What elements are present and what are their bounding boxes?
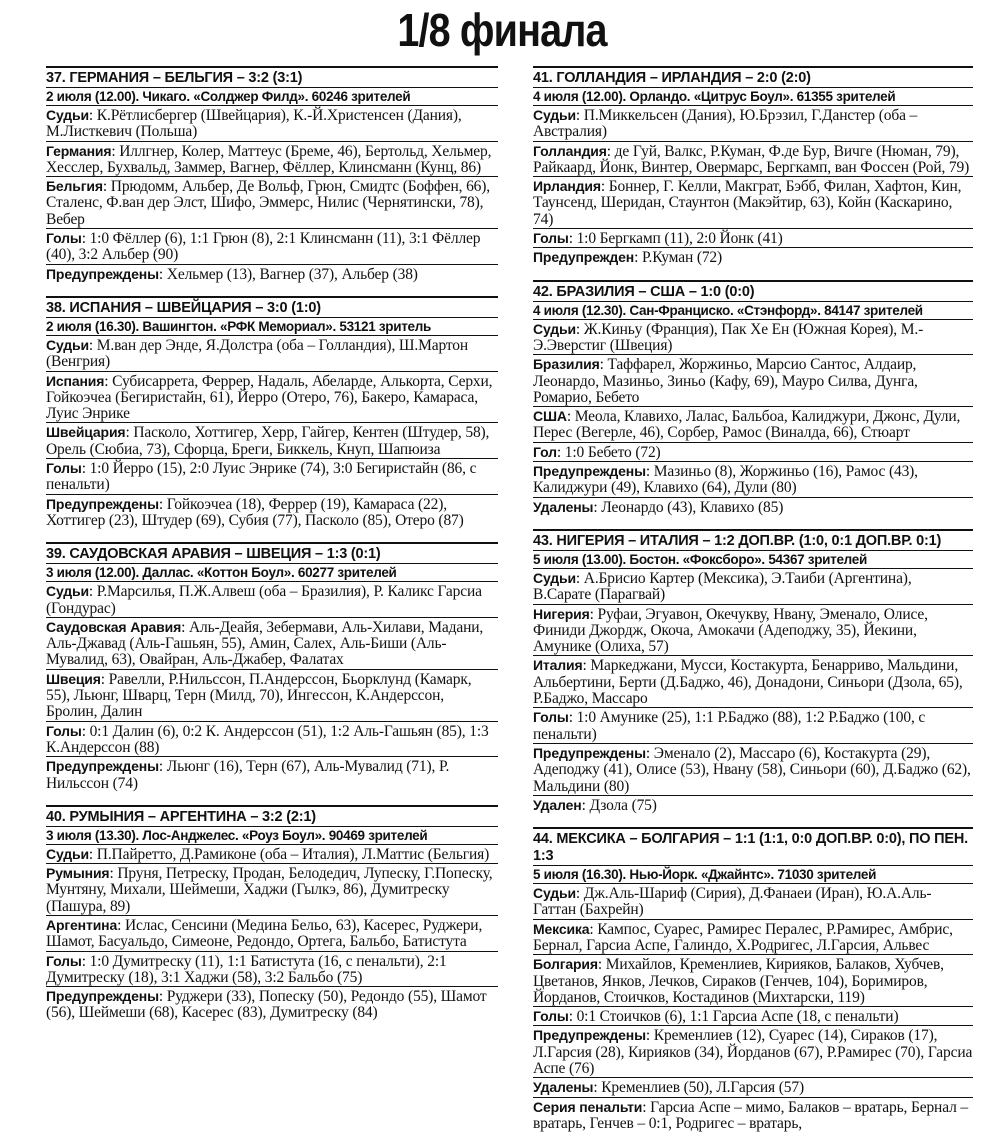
match-detail-row	[533, 1078, 973, 1097]
match-block	[46, 296, 498, 529]
row-label: Швейцария	[46, 424, 126, 441]
match-info: 5 июля (13.00). Бостон. «Фоксборо». 54367 зрителей	[533, 551, 973, 569]
match-header: 37. ГЕРМАНИЯ – БЕЛЬГИЯ – 3:2 (3:1)	[46, 66, 498, 88]
row-text: : Хельмер (13), Вагнер (37), Альбер (38)	[158, 265, 418, 283]
row-label: Предупреждены	[46, 758, 159, 775]
row-label: Удален	[533, 796, 582, 813]
match-detail-row	[46, 845, 498, 864]
row-label: Удалены	[533, 498, 594, 515]
match-detail-row	[46, 177, 498, 229]
match-detail-row	[46, 864, 498, 916]
row-label: Гол	[533, 443, 557, 460]
match-detail-row	[533, 498, 973, 516]
match-info: 2 июля (12.00). Чикаго. «Солджер Филд». 60246 зрителей	[46, 88, 498, 106]
row-label: Румыния	[46, 865, 110, 882]
row-label: Предупреждены	[533, 463, 646, 480]
match-detail-row	[46, 495, 498, 530]
row-label: Предупреждены	[533, 1027, 646, 1044]
match-block	[46, 66, 498, 283]
row-text: : Субисаррета, Феррер, Надаль, Абеларде, Алькорта, Серхи, Гойкоэчеа (Бегиристайн, 61), Йерро (Отеро, 76), Бакеро, Камараса, Луис Энрике	[46, 372, 493, 423]
row-text: : Меола, Клавихо, Лалас, Бальбоа, Калиджури, Джонс, Дули, Перес (Вегерле, 46), Сорбер, Рамос (Виналда, 66), Стюарт	[533, 408, 961, 442]
row-text: : Дж.Аль-Шариф (Сирия), Д.Фанаеи (Иран), Ю.А.Аль-Гаттан (Бахрейн)	[533, 885, 932, 919]
match-detail-row	[46, 618, 498, 670]
row-text: : 1:0 Думитреску (11), 1:1 Батистута (16, с пенальти), 2:1 Думитреску (18), 3:1 Хаджи (58), 3:2 Бальбо (75)	[46, 952, 447, 986]
row-text: : Льюнг (16), Терн (67), Аль-Мувалид (71), Р. Нильссон (74)	[46, 758, 450, 792]
match-detail-row	[533, 177, 973, 229]
match-detail-row	[46, 670, 498, 722]
match-detail-row	[533, 407, 973, 443]
row-text: : 1:0 Фёллер (6), 1:1 Грюн (8), 2:1 Клинсманн (11), 3:1 Фёллер (40), 3:2 Альбер (90)	[46, 230, 481, 264]
row-text: : 1:0 Йерро (15), 2:0 Луис Энрике (74), 3:0 Бегиристайн (86, с пенальти)	[46, 460, 477, 494]
match-detail-row	[533, 462, 973, 498]
match-detail-row	[46, 952, 498, 988]
row-label: Предупреждены	[533, 744, 646, 761]
match-header: 42. БРАЗИЛИЯ – США – 1:0 (0:0)	[533, 280, 973, 302]
row-label: Бразилия	[533, 356, 600, 373]
row-label: Нигерия	[533, 605, 590, 622]
match-detail-row	[533, 708, 973, 744]
row-label: Голы	[46, 230, 82, 247]
row-text: : Кременлиев (50), Л.Гарсия (57)	[593, 1079, 804, 1097]
row-text: : Ж.Киньу (Франция), Пак Хе Ен (Южная Корея), М.-Э.Эверстиг (Швеция)	[533, 320, 924, 354]
match-header: 43. НИГЕРИЯ – ИТАЛИЯ – 1:2 ДОП.ВР. (1:0, 0:1 ДОП.ВР. 0:1)	[533, 529, 973, 551]
row-text: : Кампос, Суарес, Рамирес Пералес, Р.Рамирес, Амбрис, Бернал, Гарсиа Аспе, Галиндо, Х.Родригес, Л.Гарсия, Альвес	[533, 920, 953, 954]
match-header: 39. САУДОВСКАЯ АРАВИЯ – ШВЕЦИЯ – 1:3 (0:1)	[46, 542, 498, 564]
row-text: : Руфаи, Эгуавон, Окечукву, Нвану, Эменало, Олисе, Финиди Джордж, Окоча, Амокачи (Адеподжу, 35), Йекини, Амунике (Олиха, 57)	[533, 605, 928, 656]
row-text: : Пасколо, Хоттигер, Херр, Гайгер, Кентен (Штудер, 58), Орель (Сюбиа, 73), Сфорца, Бреги, Биккель, Кнуп, Шапюиза	[46, 424, 490, 458]
match-header: 40. РУМЫНИЯ – АРГЕНТИНА – 3:2 (2:1)	[46, 805, 498, 827]
row-text: : Прюдомм, Альбер, Де Вольф, Грюн, Смидтс (Боффен, 66), Сталенс, Ф.ван дер Элст, Шифо, Эммерс, Нилис (Чернятински, 78), Вебер	[46, 178, 491, 228]
row-label: Судьи	[533, 320, 576, 337]
page-title: 1/8 финала	[397, 4, 607, 56]
row-label: Судьи	[46, 583, 89, 600]
row-label: Судьи	[46, 107, 89, 123]
match-detail-row	[46, 336, 498, 372]
match-info: 5 июля (16.30). Нью-Йорк. «Джайнтс». 71030 зрителей	[533, 866, 973, 884]
match-block	[533, 66, 973, 267]
match-detail-row	[533, 920, 973, 956]
match-detail-row	[46, 987, 498, 1022]
match-detail-row	[533, 142, 973, 178]
match-block	[533, 529, 973, 814]
match-block	[533, 827, 973, 1132]
column-right	[533, 66, 973, 1145]
row-text: : П.Пайретто, Д.Рамиконе (оба – Италия), Л.Маттис (Бельгия)	[88, 845, 490, 863]
row-text: : Гойкоэчеа (18), Феррер (19), Камараса (22), Хоттигер (23), Штудер (69), Субия (77), Пасколо (85), Отеро (87)	[46, 495, 464, 529]
row-text: : 1:0 Бергкамп (11), 2:0 Йонк (41)	[568, 230, 783, 248]
match-detail-row	[533, 656, 973, 708]
match-detail-row	[533, 106, 973, 142]
match-detail-row	[46, 142, 498, 178]
match-detail-row	[533, 884, 973, 920]
row-label: Голы	[46, 952, 82, 969]
match-detail-row	[533, 248, 973, 266]
row-label: Ирландия	[533, 178, 601, 195]
row-label: Судьи	[46, 336, 89, 353]
match-detail-row	[533, 320, 973, 356]
row-text: : П.Миккельсен (Дания), Ю.Брэзил, Г.Данстер (оба – Австралия)	[533, 107, 918, 141]
row-text: : М.ван дер Энде, Я.Долстра (оба – Голландия), Ш.Мартон (Венгрия)	[46, 336, 469, 371]
row-label: Судьи	[533, 569, 576, 586]
row-label: Предупрежден	[533, 249, 635, 266]
match-info: 3 июля (13.30). Лос-Анджелес. «Роуз Боул». 90469 зрителей	[46, 827, 498, 845]
row-label: Болгария	[533, 956, 598, 973]
match-detail-row	[533, 355, 973, 407]
match-detail-row	[46, 459, 498, 495]
match-detail-row	[533, 1007, 973, 1026]
match-detail-row	[46, 916, 498, 952]
row-label: Голы	[533, 709, 569, 726]
row-text: : 0:1 Далин (6), 0:2 К. Андерссон (51), 1:2 Аль-Гашьян (85), 1:3 К.Андерссон (88)	[46, 722, 489, 756]
row-label: Предупреждены	[46, 265, 159, 282]
match-detail-row	[533, 796, 973, 814]
row-text: : Равелли, Р.Нильссон, П.Андерссон, Бьорклунд (Камарк, 55), Льюнг, Шварц, Терн (Милд, 70), Ингессон, К.Андерссон, Бролин, Далин	[46, 670, 472, 721]
row-label: Голы	[46, 722, 82, 739]
row-text: : 1:0 Амунике (25), 1:1 Р.Баджо (88), 1:2 Р.Баджо (100, с пенальти)	[533, 709, 926, 743]
row-text: : Боннер, Г. Келли, Макграт, Бэбб, Филан, Хафтон, Кин, Таунсенд, Шеридан, Стаунтон (Макэйтир, 63), Койн (Каскарино, 74)	[533, 178, 962, 228]
row-label: Голы	[46, 460, 82, 477]
match-detail-row	[533, 744, 973, 796]
row-label: Аргентина	[46, 916, 118, 933]
row-label: Голы	[533, 1008, 569, 1025]
match-detail-row	[533, 1026, 973, 1078]
match-header: 44. МЕКСИКА – БОЛГАРИЯ – 1:1 (1:1, 0:0 ДОП.ВР. 0:0), ПО ПЕН. 1:3	[533, 827, 973, 866]
match-detail-row	[533, 955, 973, 1007]
row-text: : Дзола (75)	[581, 796, 657, 814]
row-text: : Иллгнер, Колер, Маттеус (Бреме, 46), Бертольд, Хельмер, Хесслер, Бухвальд, Заммер, Вагнер, Фёллер, Клинсманн (Кунц, 86)	[46, 142, 492, 176]
row-text: : Маркеджани, Мусси, Костакурта, Бенарриво, Мальдини, Альбертини, Берти (Д.Баджо, 46), Донадони, Синьори (Дзола, 65), Р.Баджо, Массаро	[533, 657, 963, 708]
row-text: : К.Рётлисбергер (Швейцария), К.-Й.Христенсен (Дания), М.Листкевич (Польша)	[46, 107, 462, 141]
match-detail-row	[46, 423, 498, 459]
row-text: : Эменало (2), Массаро (6), Костакурта (29), Адеподжу (41), Олисе (53), Нвану (58), Синьори (60), Д.Баджо (62), Мальдини (80)	[533, 744, 971, 795]
match-detail-row	[46, 265, 498, 283]
match-detail-row	[46, 757, 498, 792]
row-label: Италия	[533, 657, 583, 674]
match-detail-row	[46, 229, 498, 265]
match-info: 4 июля (12.00). Орландо. «Цитрус Боул». 61355 зрителей	[533, 88, 973, 106]
row-text: : 0:1 Стоичков (6), 1:1 Гарсиа Аспе (18, с пенальти)	[568, 1008, 899, 1026]
row-text: : Р.Куман (72)	[634, 249, 723, 267]
row-text: : Пруня, Петреску, Продан, Белодедич, Лупеску, Г.Попеску, Мунтяну, Михали, Шеймеши, Хаджи (Гылкэ, 86), Думитреску (Пашура, 89)	[46, 865, 493, 915]
row-label: Судьи	[533, 885, 576, 902]
match-header: 41. ГОЛЛАНДИЯ – ИРЛАНДИЯ – 2:0 (2:0)	[533, 66, 973, 88]
match-detail-row	[533, 229, 973, 248]
row-label: Германия	[46, 142, 112, 159]
match-detail-row	[46, 582, 498, 618]
row-label: Голландия	[533, 142, 607, 159]
row-label: Мексика	[533, 920, 590, 937]
row-label: Швеция	[46, 670, 101, 687]
match-detail-row	[533, 1098, 973, 1133]
row-text: : Гарсиа Аспе – мимо, Балаков – вратарь, Бернал – вратарь, Генчев – 0:1, Родригес – вратарь,	[533, 1098, 968, 1132]
match-header: 38. ИСПАНИЯ – ШВЕЙЦАРИЯ – 3:0 (1:0)	[46, 296, 498, 318]
row-label: Серия пенальти	[533, 1098, 643, 1115]
row-text: : Мазиньо (8), Жоржиньо (16), Рамос (43), Калиджури (49), Клавихо (64), Дули (80)	[533, 463, 918, 497]
row-text: : Руджери (33), Попеску (50), Редондо (55), Шамот (56), Шеймеши (68), Касерес (83), Думитреску (84)	[46, 988, 487, 1022]
match-detail-row	[533, 569, 973, 605]
match-block	[46, 542, 498, 792]
match-block	[46, 805, 498, 1022]
row-label: Предупреждены	[46, 988, 159, 1005]
row-label: Судьи	[533, 107, 576, 123]
match-detail-row	[46, 372, 498, 424]
row-text: : А.Брисио Картер (Мексика), Э.Таиби (Аргентина), В.Сарате (Парагвай)	[533, 569, 912, 604]
match-block	[533, 280, 973, 516]
row-label: Предупреждены	[46, 495, 159, 512]
match-info: 2 июля (16.30). Вашингтон. «РФК Мемориал». 53121 зритель	[46, 318, 498, 336]
row-label: Голы	[533, 230, 569, 247]
row-label: Удалены	[533, 1079, 594, 1096]
row-label: США	[533, 408, 567, 425]
match-detail-row	[533, 443, 973, 462]
row-label: Саудовская Аравия	[46, 618, 182, 635]
row-text: : Р.Марсилья, П.Ж.Алвеш (оба – Бразилия), Р. Каликс Гарсиа (Гондурас)	[46, 583, 482, 617]
row-label: Судьи	[46, 845, 89, 862]
row-text: : Кременлиев (12), Суарес (14), Сираков (17), Л.Гарсия (28), Кирияков (34), Йорданов (67), Р.Рамирес (70), Гарсиа Аспе (76)	[533, 1027, 973, 1078]
row-text: : де Гуй, Валкс, Р.Куман, Ф.де Бур, Вичге (Нюман, 79), Райкаард, Йонк, Винтер, Овермарс, Бергкамп, ван Фоссен (Рой, 79)	[533, 142, 970, 176]
column-left	[46, 66, 498, 1035]
row-text: : Аль-Деайя, Зебермави, Аль-Хилави, Мадани, Аль-Джавад (Аль-Гашьян, 55), Амин, Салех, Аль-Биши (Аль-Мувалид, 63), Овайран, Аль-Джабер, Фалатах	[46, 618, 484, 669]
match-detail-row	[533, 605, 973, 657]
row-text: : Михайлов, Кременлиев, Кирияков, Балаков, Хубчев, Цветанов, Янков, Лечков, Сираков (Генчев, 104), Боримиров, Йорданов, Стоичков, Костадинов (Михтарски, 119)	[533, 956, 944, 1006]
row-text: : Ислас, Сенсини (Медина Бельо, 63), Касерес, Руджери, Шамот, Басуальдо, Симеоне, Редондо, Ортега, Бальбо, Батистута	[46, 916, 483, 951]
match-info: 3 июля (12.00). Даллас. «Коттон Боул». 60277 зрителей	[46, 564, 498, 582]
match-info: 4 июля (12.30). Сан-Франциско. «Стэнфорд». 84147 зрителей	[533, 302, 973, 320]
row-label: Бельгия	[46, 178, 103, 195]
match-detail-row	[46, 106, 498, 142]
row-label: Испания	[46, 372, 105, 389]
row-text: : 1:0 Бебето (72)	[556, 443, 661, 461]
row-text: : Леонардо (43), Клавихо (85)	[593, 498, 784, 516]
row-text: : Таффарел, Жоржиньо, Марсио Сантос, Алдаир, Леонардо, Мазиньо, Зиньо (Кафу, 69), Мауро Силва, Дунга, Ромарио, Бебето	[533, 356, 918, 406]
match-detail-row	[46, 722, 498, 758]
